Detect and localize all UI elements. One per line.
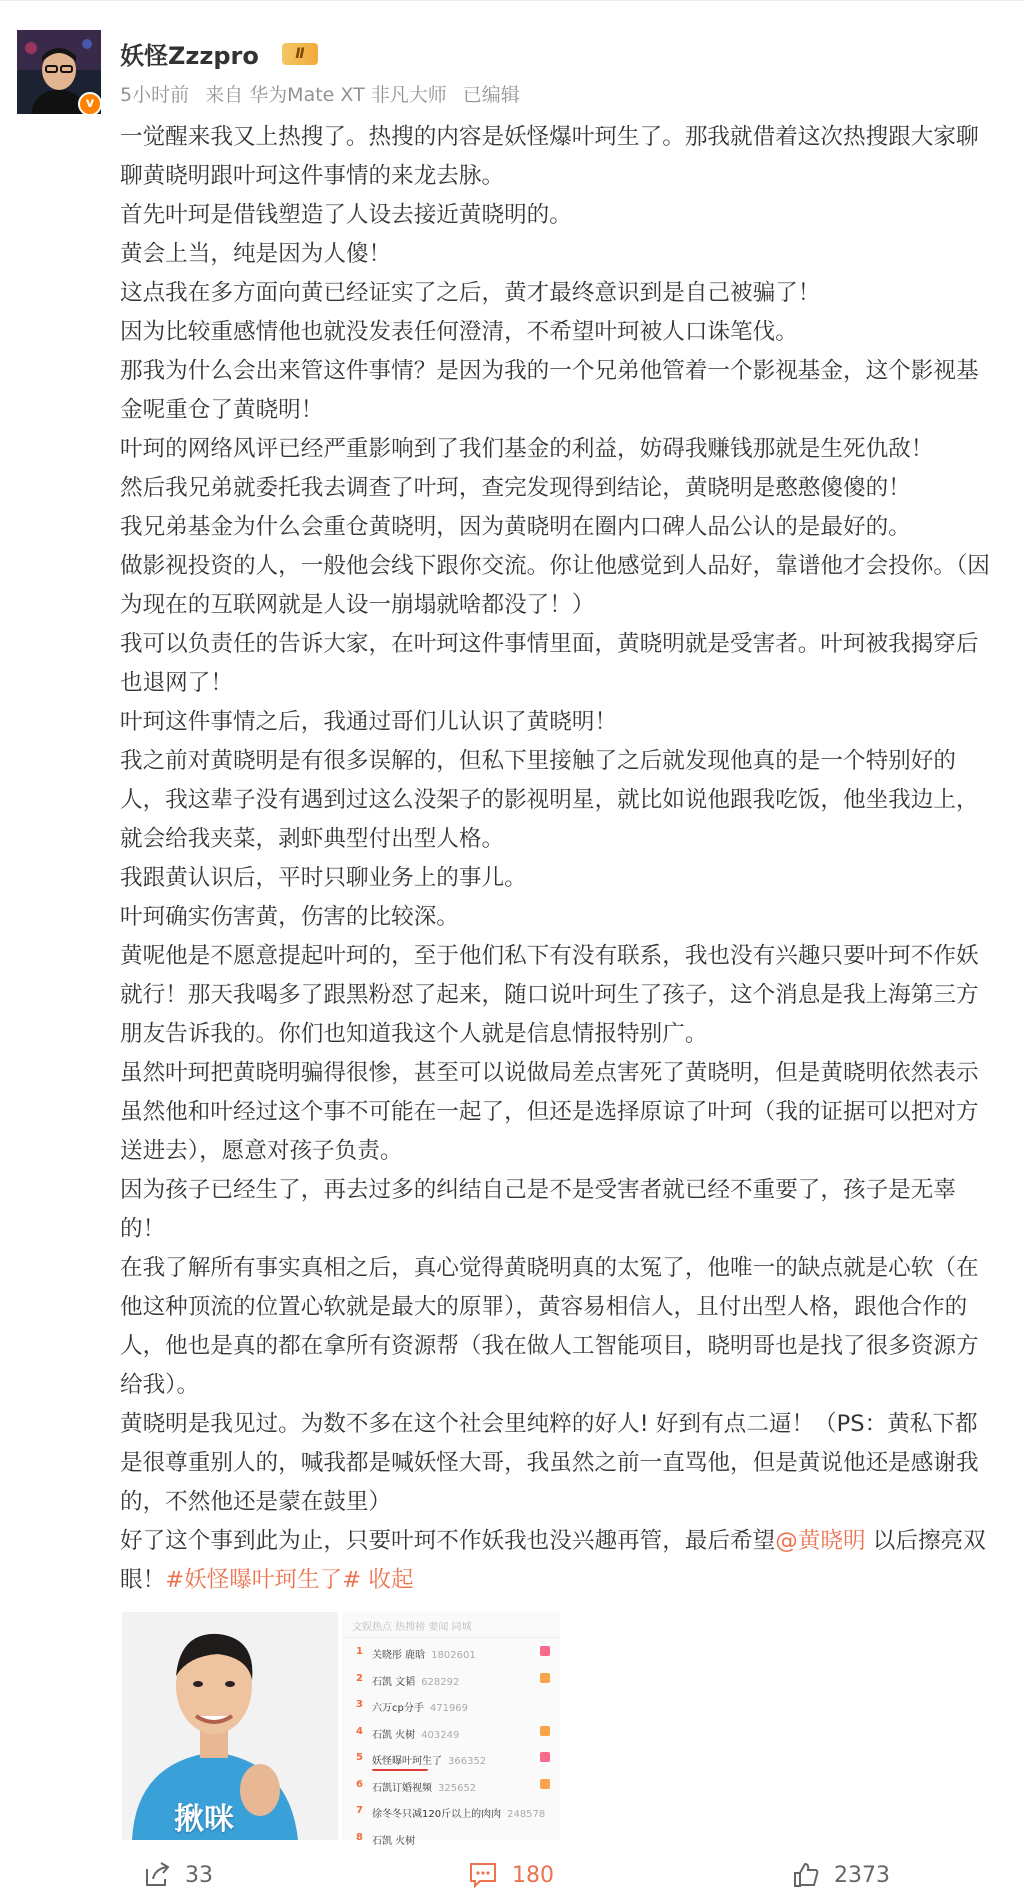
post-paragraph: 我兄弟基金为什么会重仓黄晓明，因为黄晓明在圈内口碑人品公认的是最好的。	[120, 514, 911, 540]
post-paragraph: 一觉醒来我又上热搜了。热搜的内容是妖怪爆叶珂生了。那我就借着这次热搜跟大家聊聊黄晓明跟叶珂这件事情的来龙去脉。	[120, 124, 979, 189]
post-paragraph: 黄呢他是不愿意提起叶珂的，至于他们私下有没有联系，我也没有兴趣只要叶珂不作妖就行！那天我喝多了跟黑粉怼了起来，随口说叶珂生了孩子，这个消息是我上海第三方朋友告诉我的。你们也知道我这个人就是信息情报特别广。	[120, 943, 979, 1047]
post-paragraph: 我之前对黄晓明是有很多误解的，但私下里接触了之后就发现他真的是一个特别好的人，我这辈子没有遇到过这么没架子的影视明星，就比如说他跟我吃饭，他坐我边上，就会给我夹菜，剥虾典型付出型人格。	[120, 748, 979, 852]
image-caption: 揪咪	[174, 1802, 234, 1837]
post-paragraph: 做影视投资的人，一般他会线下跟你交流。你让他感觉到人品好，靠谱他才会投你。（因为现在的互联网就是人设一崩塌就啥都没了！）	[120, 553, 990, 618]
post-paragraph: 那我为什么会出来管这件事情？是因为我的一个兄弟他管着一个影视基金，这个影视基金呢重仓了黄晓明！	[120, 358, 979, 423]
hot-tag-icon	[540, 1673, 550, 1683]
mention-link[interactable]: @黄晓明	[775, 1528, 866, 1554]
last-text-b: 以后擦亮双眼！	[120, 1528, 986, 1593]
hot-search-row: 1 关晓彤 鹿晗 1802601	[342, 1638, 560, 1665]
post-paragraph: 在我了解所有事实真相之后，真心觉得黄晓明真的太冤了，他唯一的缺点就是心软（在他这种顶流的位置心软就是最大的原罪），黄容易相信人，且付出型人格，跟他合作的人，他也是真的都在拿所有资源帮（我在做人工智能项目，晓明哥也是找了很多资源方给我）。	[120, 1255, 979, 1398]
post-last-paragraph	[120, 1522, 998, 1600]
post-paragraph: 然后我兄弟就委托我去调查了叶珂，查完发现得到结论，黄晓明是憨憨傻傻的！	[120, 475, 911, 501]
comment-count: 180	[512, 1862, 554, 1888]
post-time[interactable]: 5小时前	[120, 84, 190, 106]
post-image-portrait[interactable]	[122, 1612, 338, 1840]
comment-icon	[468, 1861, 498, 1889]
collapse-link[interactable]: 收起	[361, 1567, 414, 1593]
post-image-hot-search[interactable]	[342, 1612, 560, 1847]
image-grid	[122, 1612, 560, 1847]
like-icon	[792, 1861, 820, 1889]
post-source: 来自 华为Mate XT 非凡大师	[205, 84, 447, 106]
last-text-a: 好了这个事到此为止，只要叶珂不作妖我也没兴趣再管，最后希望	[120, 1528, 776, 1554]
post-paragraph: 黄会上当，纯是因为人傻！	[120, 241, 392, 267]
hot-search-row: 8 石凯 火树	[356, 1831, 416, 1847]
hot-search-row: 5 妖怪曝叶珂生了 366352	[342, 1744, 560, 1771]
comment-button[interactable]	[468, 1855, 554, 1895]
share-count: 33	[185, 1862, 213, 1888]
post-paragraph: 首先叶珂是借钱塑造了人设去接近黄晓明的。	[120, 202, 572, 228]
share-icon	[143, 1861, 171, 1889]
hot-search-row: 4 石凯 火树 403249	[342, 1718, 560, 1745]
post-paragraph: 黄晓明是我见过。为数不多在这个社会里纯粹的好人! 好到有点二逼！（PS：黄私下都是很尊重别人的，喊我都是喊妖怪大哥，我虽然之前一直骂他，但是黄说他还是感谢我的，不然他还是蒙在鼓里）	[120, 1411, 979, 1515]
share-button[interactable]	[143, 1855, 213, 1895]
hot-search-row: 2 石凯 文韬 628292	[342, 1665, 560, 1692]
action-bar	[0, 1855, 1024, 1895]
hot-tag-icon	[540, 1726, 550, 1736]
author-name[interactable]: 妖怪Zzzpro	[120, 42, 259, 70]
post-paragraph: 虽然叶珂把黄晓明骗得很惨，甚至可以说做局差点害死了黄晓明，但是黄晓明依然表示虽然他和叶经过这个事不可能在一起了，但还是选择原谅了叶珂（我的证据可以把对方送进去），愿意对孩子负责。	[120, 1060, 979, 1164]
post-paragraph: 叶珂的网络风评已经严重影响到了我们基金的利益，妨碍我赚钱那就是生死仇敌！	[120, 436, 934, 462]
hot-tag-icon	[540, 1752, 550, 1762]
level-badge-icon: Ⅱ	[282, 43, 318, 65]
post-paragraph: 我可以负责任的告诉大家，在叶珂这件事情里面，黄晓明就是受害者。叶珂被我揭穿后也退网了！	[120, 631, 979, 696]
hot-tag-icon	[540, 1779, 550, 1789]
hot-search-row: 6 石凯订婚视频 325652	[342, 1771, 560, 1798]
top-divider	[0, 0, 1024, 1]
post-paragraph: 叶珂确实伤害黄，伤害的比较深。	[120, 904, 459, 930]
hot-search-row: 3 六万cp分手 471969	[356, 1699, 469, 1714]
like-count: 2373	[834, 1862, 890, 1888]
post-paragraph: 因为孩子已经生了，再去过多的纠结自己是不是受害者就已经不重要了，孩子是无辜的！	[120, 1177, 956, 1242]
post-paragraph: 叶珂这件事情之后，我通过哥们儿认识了黄晓明！	[120, 709, 618, 735]
verified-badge-icon: v	[78, 92, 102, 116]
post-content	[120, 118, 998, 1600]
post-paragraph: 因为比较重感情他也就没发表任何澄清，不希望叶珂被人口诛笔伐。	[120, 319, 798, 345]
like-button[interactable]	[792, 1855, 890, 1895]
hashtag-link[interactable]: #妖怪曝叶珂生了#	[165, 1567, 362, 1593]
post-paragraph: 我跟黄认识后，平时只聊业务上的事儿。	[120, 865, 527, 891]
edited-label[interactable]: 已编辑	[462, 84, 520, 106]
hot-tag-icon	[540, 1646, 550, 1656]
post-meta	[120, 80, 530, 107]
post-paragraph: 这点我在多方面向黄已经证实了之后，黄才最终意识到是自己被骗了！	[120, 280, 821, 306]
hot-search-row: 7 徐冬冬只减120斤以上的肉肉 248578	[356, 1805, 546, 1820]
hot-search-header: 文娱热点 热搜榜 要闻 同城	[342, 1612, 560, 1638]
